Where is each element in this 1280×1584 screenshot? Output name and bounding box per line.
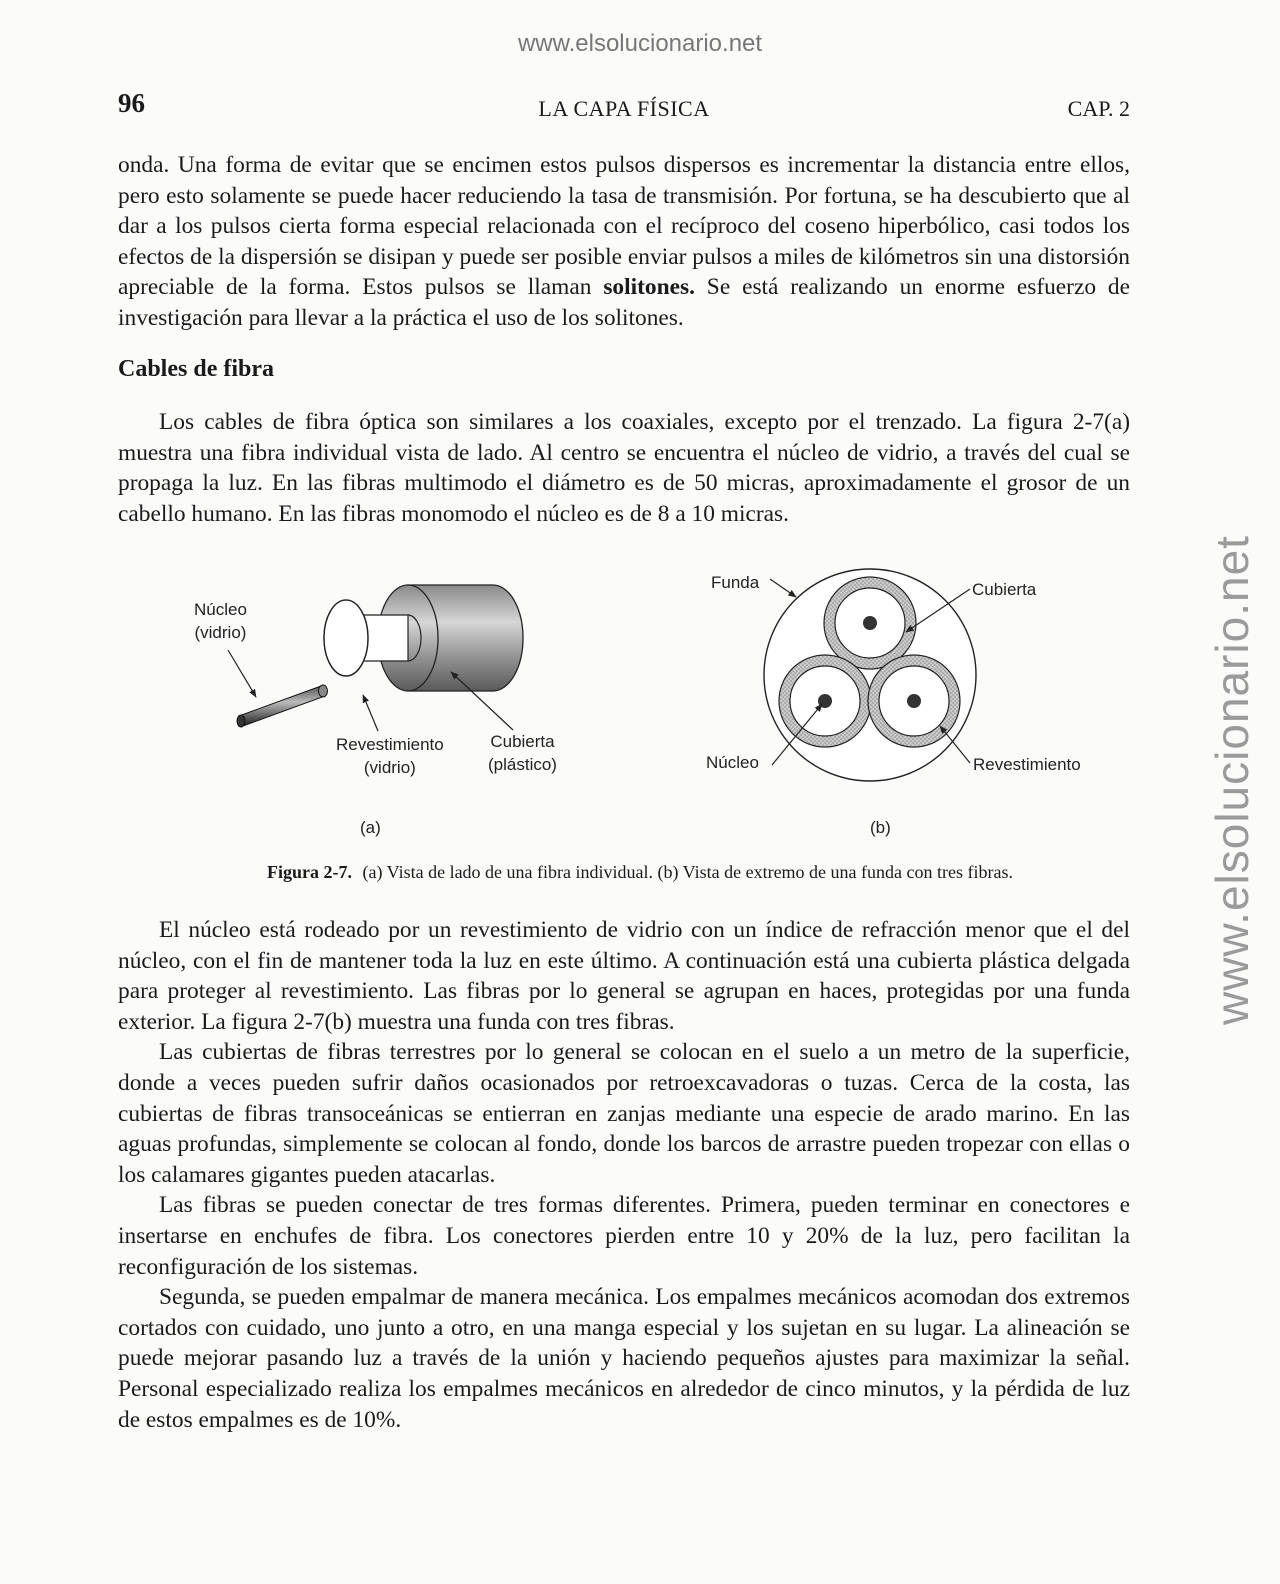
- paragraph-1: El núcleo está rodeado por un revestimiento de vidrio con un índice de refracción menor que el del núcleo, con el fin de mantener toda la luz en este último. A continuación está una cubierta plástica delgada para proteger al revestimiento. Las fibras por lo general se agrupan en haces, protegidas por una funda exterior. La figura 2-7(b) muestra una funda con tres fibras.: [118, 917, 1130, 1035]
- sheath-end-view: [764, 569, 976, 781]
- paragraph-top: [118, 150, 1130, 334]
- fiber-top: [824, 577, 916, 669]
- label-revestimiento-b: Revestimiento: [973, 755, 1081, 774]
- section-heading: Cables de fibra: [118, 356, 274, 382]
- running-head: [118, 88, 1130, 124]
- paragraph-intro: Los cables de fibra óptica son similares a los coaxiales, excepto por el trenzado. La figura 2-7(a) muestra una fibra individual vista de lado. Al centro se encuentra el núcleo de vidrio, a través del cual se propaga la luz. En las fibras multimodo el diámetro es de 50 micras, aproximadamente el grosor de un cabello humano. En las fibras monomodo el núcleo es de 8 a 10 micras.: [118, 409, 1130, 527]
- core-dot: [863, 616, 877, 630]
- label-cubierta-a: Cubierta (plástico): [488, 732, 557, 774]
- core-rod: [239, 686, 325, 726]
- paragraph-4: Segunda, se pueden empalmar de manera mecánica. Los empalmes mecánicos acomodan dos extremos cortados con cuidado, uno junto a otro, en una manga especial y los sujetan en su lugar. La alineación se puede mejorar pasando luz a través de la unión y haciendo pequeños ajustes para maximizar la señal. Personal especializado realiza los empalmes mecánicos en alrededor de cinco minutos, y la pérdida de luz de estos empalmes es de 10%.: [118, 1284, 1130, 1433]
- label-funda: Funda: [711, 573, 760, 592]
- paragraph-top-text-1: onda. Una forma de evitar que se encimen estos pulsos dispersos es incrementar la distancia entre ellos, pero esto solamente se puede hacer reduciendo la tasa de transmisión. Por fortuna, se ha descubierto que al dar a los pulsos cierta forma especial relacionada con el recíproco del coseno hiperbólico, casi todos los efectos de la dispersión se disipan y puede ser posible enviar pulsos a miles de kilómetros sin una distorsión apreciable de la forma. Estos pulsos se llaman: [118, 152, 1130, 301]
- sublabel-b: (b): [870, 818, 891, 837]
- label-nucleo-a: Núcleo (vidrio): [194, 600, 247, 642]
- chapter-title: LA CAPA FÍSICA: [538, 96, 710, 121]
- figure-caption: [0, 862, 1280, 883]
- sublabel-a: (a): [360, 818, 381, 837]
- core-dot: [907, 694, 921, 708]
- figure-2-7: [118, 560, 1130, 860]
- fiber-side-view: [228, 585, 523, 731]
- paragraph-3: Las fibras se pueden conectar de tres formas diferentes. Primera, pueden terminar en conectores e insertarse en enchufes de fibra. Los conectores pierden entre 10 y 20% de la luz, pero facilitan la reconfiguración de los sistemas.: [118, 1192, 1130, 1280]
- caption-label: Figura 2-7.: [267, 862, 353, 882]
- chapter-ref: CAP. 2: [1067, 96, 1130, 121]
- label-nucleo-b: Núcleo: [706, 753, 759, 772]
- watermark-side: www.elsolucionario.net: [1206, 535, 1258, 1025]
- figure-drawing: [118, 560, 1130, 860]
- body-paragraphs: [118, 915, 1130, 1435]
- page-number: 96: [118, 88, 145, 118]
- label-revestimiento-a: Revestimiento (vidrio): [336, 735, 444, 777]
- paragraph-top-text-2: Se está realizando un enorme esfuerzo de investigación para llevar a la práctica el uso de los solitones.: [118, 274, 1130, 331]
- fiber-left: [779, 655, 871, 747]
- caption-text: (a) Vista de lado de una fibra individual. (b) Vista de extremo de una funda con tres fibras.: [362, 862, 1013, 882]
- term-solitones: solitones.: [603, 274, 695, 301]
- watermark-top: www.elsolucionario.net: [517, 30, 763, 57]
- label-cubierta-b: Cubierta: [972, 580, 1037, 599]
- paragraph-intro-block: [118, 407, 1130, 529]
- paragraph-2: Las cubiertas de fibras terrestres por lo general se colocan en el suelo a un metro de la superficie, donde a veces pueden sufrir daños ocasionados por retroexcavadoras o tuzas. Cerca de la costa, las cubiertas de fibras transoceánicas se entierran en zanjas mediante una especie de arado marino. En las aguas profundas, simplemente se colocan al fondo, donde los barcos de arrastre pueden tropezar con ellas o los calamares gigantes pueden atacarlas.: [118, 1039, 1130, 1188]
